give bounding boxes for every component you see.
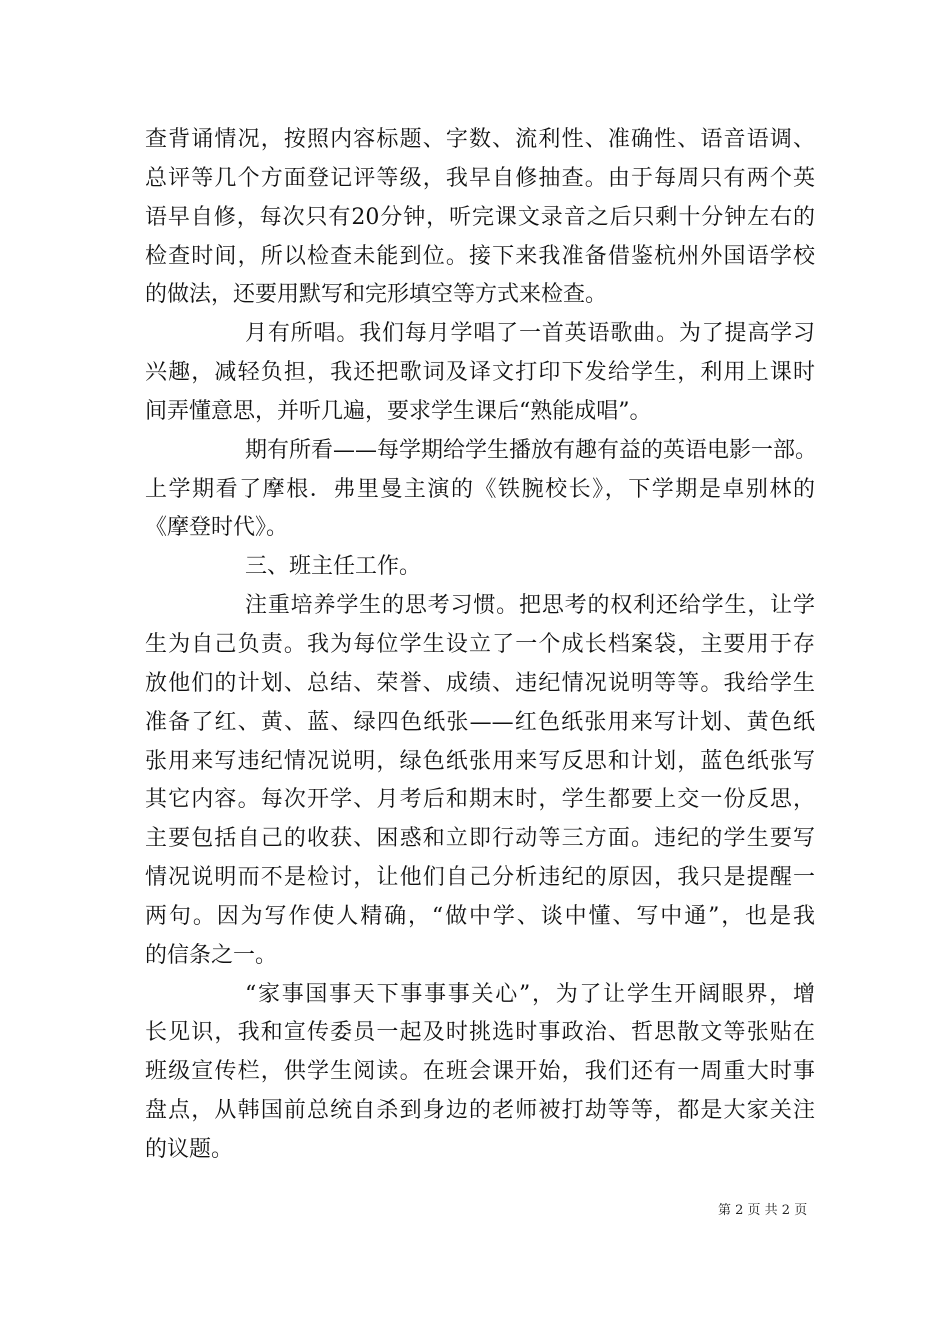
text-line: 间弄懂意思，并听几遍，要求学生课后“熟能成唱”。 xyxy=(145,398,652,424)
text-line: 查背诵情况，按照内容标题、字数、流利性、准确性、语音语调、 xyxy=(145,127,815,152)
text-line: 其它内容。每次开学、月考后和期末时，学生都要上交一份反思， xyxy=(145,787,815,813)
text-line: 盘点，从韩国前总统自杀到身边的老师被打劫等等，都是大家关注 xyxy=(145,1098,815,1124)
text-line: 两句。因为写作使人精确，“做中学、谈中懂、写中通”，也是我 xyxy=(145,903,815,929)
text-line: 兴趣，减轻负担，我还把歌词及译文打印下发给学生，利用上课时 xyxy=(145,360,815,386)
text-line: 生为自己负责。我为每位学生设立了一个成长档案袋，主要用于存 xyxy=(145,631,815,657)
page-number: 第 2 页 共 2 页 xyxy=(718,1203,808,1218)
text-line: 主要包括自己的收获、困惑和立即行动等三方面。违纪的学生要写 xyxy=(145,826,815,852)
text-line: 准备了红、黄、蓝、绿四色纸张——红色纸张用来写计划、黄色纸 xyxy=(145,709,815,735)
text-line: “家事国事天下事事事关心”，为了让学生开阔眼界，增 xyxy=(245,981,815,1007)
text-line: 上学期看了摩根．弗里曼主演的《铁腕校长》，下学期是卓别林的 xyxy=(145,476,815,502)
text-line: 检查时间，所以检查未能到位。接下来我准备借鉴杭州外国语学校 xyxy=(145,243,815,269)
section-heading: 三、班主任工作。 xyxy=(245,554,422,580)
text-line: 张用来写违纪情况说明，绿色纸张用来写反思和计划，蓝色纸张写 xyxy=(145,748,815,774)
text-line: 长见识，我和宣传委员一起及时挑选时事政治、哲思散文等张贴在 xyxy=(145,1020,815,1046)
text-line: 期有所看——每学期给学生播放有趣有益的英语电影一部。 xyxy=(245,437,818,463)
text-line: 月有所唱。我们每月学唱了一首英语歌曲。为了提高学习 xyxy=(245,321,815,347)
text-line: 注重培养学生的思考习惯。把思考的权利还给学生，让学 xyxy=(245,593,815,619)
body-text xyxy=(145,121,818,1170)
text-line: 语早自修，每次只有20分钟，听完课文录音之后只剩十分钟左右的 xyxy=(145,204,815,230)
text-line: 的议题。 xyxy=(145,1136,234,1162)
text-line: 的信条之一。 xyxy=(145,942,278,968)
text-line: 情况说明而不是检讨，让他们自己分析违纪的原因，我只是提醒一 xyxy=(145,865,815,891)
text-line: 总评等几个方面登记评等级，我早自修抽查。由于每周只有两个英 xyxy=(145,165,815,191)
text-line: 班级宣传栏，供学生阅读。在班会课开始，我们还有一周重大时事 xyxy=(145,1059,815,1085)
text-line: 放他们的计划、总结、荣誉、成绩、违纪情况说明等等。我给学生 xyxy=(145,670,815,696)
text-line: 的做法，还要用默写和完形填空等方式来检查。 xyxy=(145,282,608,308)
text-line: 《摩登时代》。 xyxy=(145,515,289,541)
